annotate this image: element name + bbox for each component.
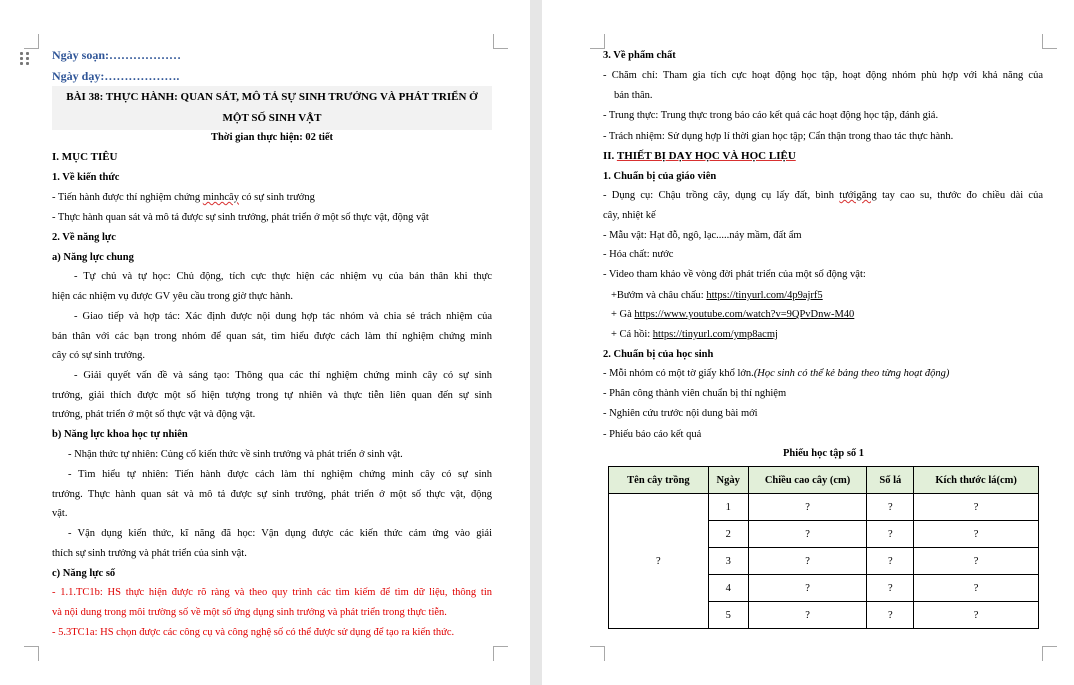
table-cell[interactable]: ? [867, 548, 914, 575]
corner-mark [493, 34, 508, 49]
corner-mark [590, 34, 605, 49]
paragraph-line[interactable]: - Nhận thức tự nhiên: Củng cố kiến thức về sinh trưởng và phát triển ở sinh vật. [68, 449, 403, 460]
table-cell[interactable]: ? [867, 521, 914, 548]
corner-mark [493, 646, 508, 661]
table-cell[interactable]: ? [914, 575, 1039, 602]
table-cell[interactable]: ? [748, 494, 867, 521]
corner-mark [24, 34, 39, 49]
table-cell[interactable]: ? [914, 548, 1039, 575]
table-header-cell[interactable]: Số lá [867, 467, 914, 494]
table-cell[interactable]: ? [748, 602, 867, 629]
digital-competence-line[interactable]: - 1.1.TC1b: HS thực hiện được rõ ràng và theo quy trình các tìm kiếm để tìm dữ liệu, thông tin [52, 587, 492, 598]
paragraph-line[interactable]: thích sự sinh trưởng và phát triển của sinh vật. [52, 548, 247, 559]
heading-science-competence[interactable]: b) Năng lực khoa học tự nhiên [52, 429, 188, 440]
corner-mark [590, 646, 605, 661]
table-cell[interactable]: 4 [708, 575, 748, 602]
video-link[interactable]: https://www.youtube.com/watch?v=9QPvDnw-M40 [634, 309, 855, 320]
section-objectives[interactable]: I. MỤC TIÊU [52, 151, 118, 163]
paragraph-line[interactable]: - Tìm hiểu tự nhiên: Tiến hành được cách làm thí nghiệm chứng minh cây có sự sinh [68, 469, 492, 480]
table-header-cell[interactable]: Chiều cao cây (cm) [748, 467, 867, 494]
paragraph-line[interactable]: - Giao tiếp và hợp tác: Xác định được nội dung hợp tác nhóm và chia sẻ trách nhiệm của [74, 311, 492, 322]
heading-knowledge[interactable]: 1. Về kiến thức [52, 172, 120, 183]
table-cell[interactable]: ? [867, 575, 914, 602]
digital-competence-line[interactable]: - 5.3TC1a: HS chọn được các công cụ và công nghệ số có thể được sử dụng để tạo ra kiến thức. [52, 627, 455, 638]
heading-digital-competence[interactable]: c) Năng lực số [52, 568, 116, 579]
paragraph-line[interactable]: - Dụng cụ: Chậu trồng cây, dụng cụ lấy đất, bình tướigăng tay cao su, thước đo chiều dài của [603, 190, 1043, 201]
paragraph-line[interactable]: - Mỗi nhóm có một tờ giấy khổ lớn.(Học sinh có thể kẻ bảng theo từng hoạt động) [603, 368, 950, 379]
corner-mark [24, 646, 39, 661]
paragraph-line[interactable]: cây có sự sinh trưởng. [52, 350, 146, 361]
heading-teacher-prep[interactable]: 1. Chuẩn bị của giáo viên [603, 171, 717, 182]
section-equipment[interactable]: II. THIẾT BỊ DẠY HỌC VÀ HỌC LIỆU [603, 150, 796, 162]
paragraph-line[interactable]: bản thân. [614, 90, 653, 101]
table-cell[interactable]: ? [867, 494, 914, 521]
table-header-cell[interactable]: Ngày [708, 467, 748, 494]
paragraph-line[interactable]: - Tự chủ và tự học: Chủ động, tích cực thực hiện các nhiệm vụ của bản thân khi thực [74, 271, 492, 282]
paragraph-line[interactable]: - Phân công thành viên chuẩn bị thí nghiệm [603, 388, 787, 399]
heading-student-prep[interactable]: 2. Chuẩn bị của học sinh [603, 349, 714, 360]
document-page-left[interactable] [0, 0, 530, 685]
table-cell[interactable]: 2 [708, 521, 748, 548]
table-cell[interactable]: ? [748, 575, 867, 602]
video-link-item[interactable]: + Cá hồi: https://tinyurl.com/ymp8acmj [611, 329, 778, 340]
table-cell[interactable]: 1 [708, 494, 748, 521]
paragraph-line[interactable]: bản thân với các bạn trong nhóm để quan sát, tìm hiểu được cách làm thí nghiệm chứng minh [52, 331, 492, 342]
paragraph-line[interactable]: - Chăm chỉ: Tham gia tích cực hoạt động học tập, hoạt động nhóm phù hợp với khả năng của [603, 70, 1043, 81]
paragraph-line[interactable]: trưởng, phát triển ở một số thực vật và động vật. [52, 409, 256, 420]
paragraph-line[interactable]: trưởng. Thực hành quan sát và mô tả được sự sinh trưởng, phát triển ở một số thực vật, động [52, 489, 492, 500]
table-cell[interactable]: ? [867, 602, 914, 629]
paragraph-line[interactable]: - Phiếu báo cáo kết quả [603, 429, 702, 440]
paragraph-line[interactable]: - Mẫu vật: Hạt đỗ, ngô, lạc.....nảy mầm, đất ẩm [603, 230, 802, 241]
lesson-duration[interactable]: Thời gian thực hiện: 02 tiết [210, 132, 334, 143]
paragraph-line[interactable]: trưởng, giải thích được một số hiện tượng trong tự nhiên và thực tiễn liên quan đến sự sinh [52, 390, 492, 401]
table-cell[interactable]: ? [748, 548, 867, 575]
table-cell[interactable]: 3 [708, 548, 748, 575]
corner-mark [1042, 646, 1057, 661]
paragraph-line[interactable]: - Nghiên cứu trước nội dung bài mới [603, 408, 758, 419]
paragraph-line[interactable]: - Trung thực: Trung thực trong báo cáo kết quả các hoạt động học tập, đánh giá. [603, 110, 939, 121]
paragraph-line[interactable]: - Vận dụng kiến thức, kĩ năng đã học: Vận dụng được các kiến thức cảm ứng vào giải [68, 528, 492, 539]
drag-handle-icon[interactable] [20, 52, 30, 66]
video-link[interactable]: https://tinyurl.com/4p9ajrf5 [706, 290, 823, 301]
paragraph-line[interactable]: hiện các nhiệm vụ được GV yêu cầu trong giờ thực hành. [52, 291, 293, 302]
plant-name-cell[interactable]: ? [609, 494, 709, 629]
worksheet-table[interactable] [608, 466, 1039, 629]
table-cell[interactable]: ? [748, 521, 867, 548]
heading-qualities[interactable]: 3. Về phẩm chất [603, 50, 676, 61]
paragraph-line[interactable]: - Trách nhiệm: Sử dụng hợp lí thời gian học tập; Cẩn thận trong thao tác thực hành. [603, 131, 954, 142]
table-row [609, 494, 1039, 521]
table-cell[interactable]: ? [914, 521, 1039, 548]
paragraph-line[interactable]: - Giải quyết vấn đề và sáng tạo: Thông qua các thí nghiệm chứng minh cây có sự sinh [74, 370, 492, 381]
knowledge-item[interactable]: - Thực hành quan sát và mô tả được sự sinh trưởng, phát triển ở một số thực vật, động vật [52, 212, 429, 223]
table-header-cell[interactable]: Tên cây trồng [609, 467, 709, 494]
knowledge-item[interactable]: - Tiến hành được thí nghiệm chứng minhcây có sự sinh trưởng [52, 192, 315, 203]
lesson-title-line2[interactable]: MỘT SỐ SINH VẬT [222, 112, 322, 124]
table-header-row [609, 467, 1039, 494]
paragraph-line[interactable]: vật. [52, 508, 68, 519]
table-cell[interactable]: ? [914, 494, 1039, 521]
corner-mark [1042, 34, 1057, 49]
table-header-cell[interactable]: Kích thước lá(cm) [914, 467, 1039, 494]
video-link[interactable]: https://tinyurl.com/ymp8acmj [652, 329, 778, 340]
lesson-title-line1[interactable]: BÀI 38: THỰC HÀNH: QUAN SÁT, MÔ TẢ SỰ SINH TRƯỞNG VÀ PHÁT TRIỂN Ở [66, 91, 478, 103]
table-cell[interactable]: 5 [708, 602, 748, 629]
heading-general-competence[interactable]: a) Năng lực chung [52, 252, 134, 263]
heading-competence[interactable]: 2. Về năng lực [52, 232, 116, 243]
worksheet-title[interactable]: Phiếu học tập số 1 [782, 448, 865, 459]
digital-competence-line[interactable]: và nội dung trong môi trường số về một số ứng dụng sinh trưởng và phát triển trong thực tiễn. [52, 607, 447, 618]
paragraph-line[interactable]: - Hóa chất: nước [603, 249, 674, 260]
date-teaching[interactable]: Ngày dạy:………………. [52, 69, 180, 83]
video-link-item[interactable]: +Bướm và châu chấu: https://tinyurl.com/4p9ajrf5 [611, 290, 823, 301]
paragraph-line[interactable]: cây, nhiệt kế [603, 210, 656, 221]
date-prepared[interactable]: Ngày soạn:……………… [52, 48, 182, 62]
table-cell[interactable]: ? [914, 602, 1039, 629]
page-gap [530, 0, 542, 685]
video-link-item[interactable]: + Gà https://www.youtube.com/watch?v=9QPvDnw-M40 [611, 309, 855, 320]
paragraph-line[interactable]: - Video tham khảo về vòng đời phát triển của một số động vật: [603, 269, 866, 280]
